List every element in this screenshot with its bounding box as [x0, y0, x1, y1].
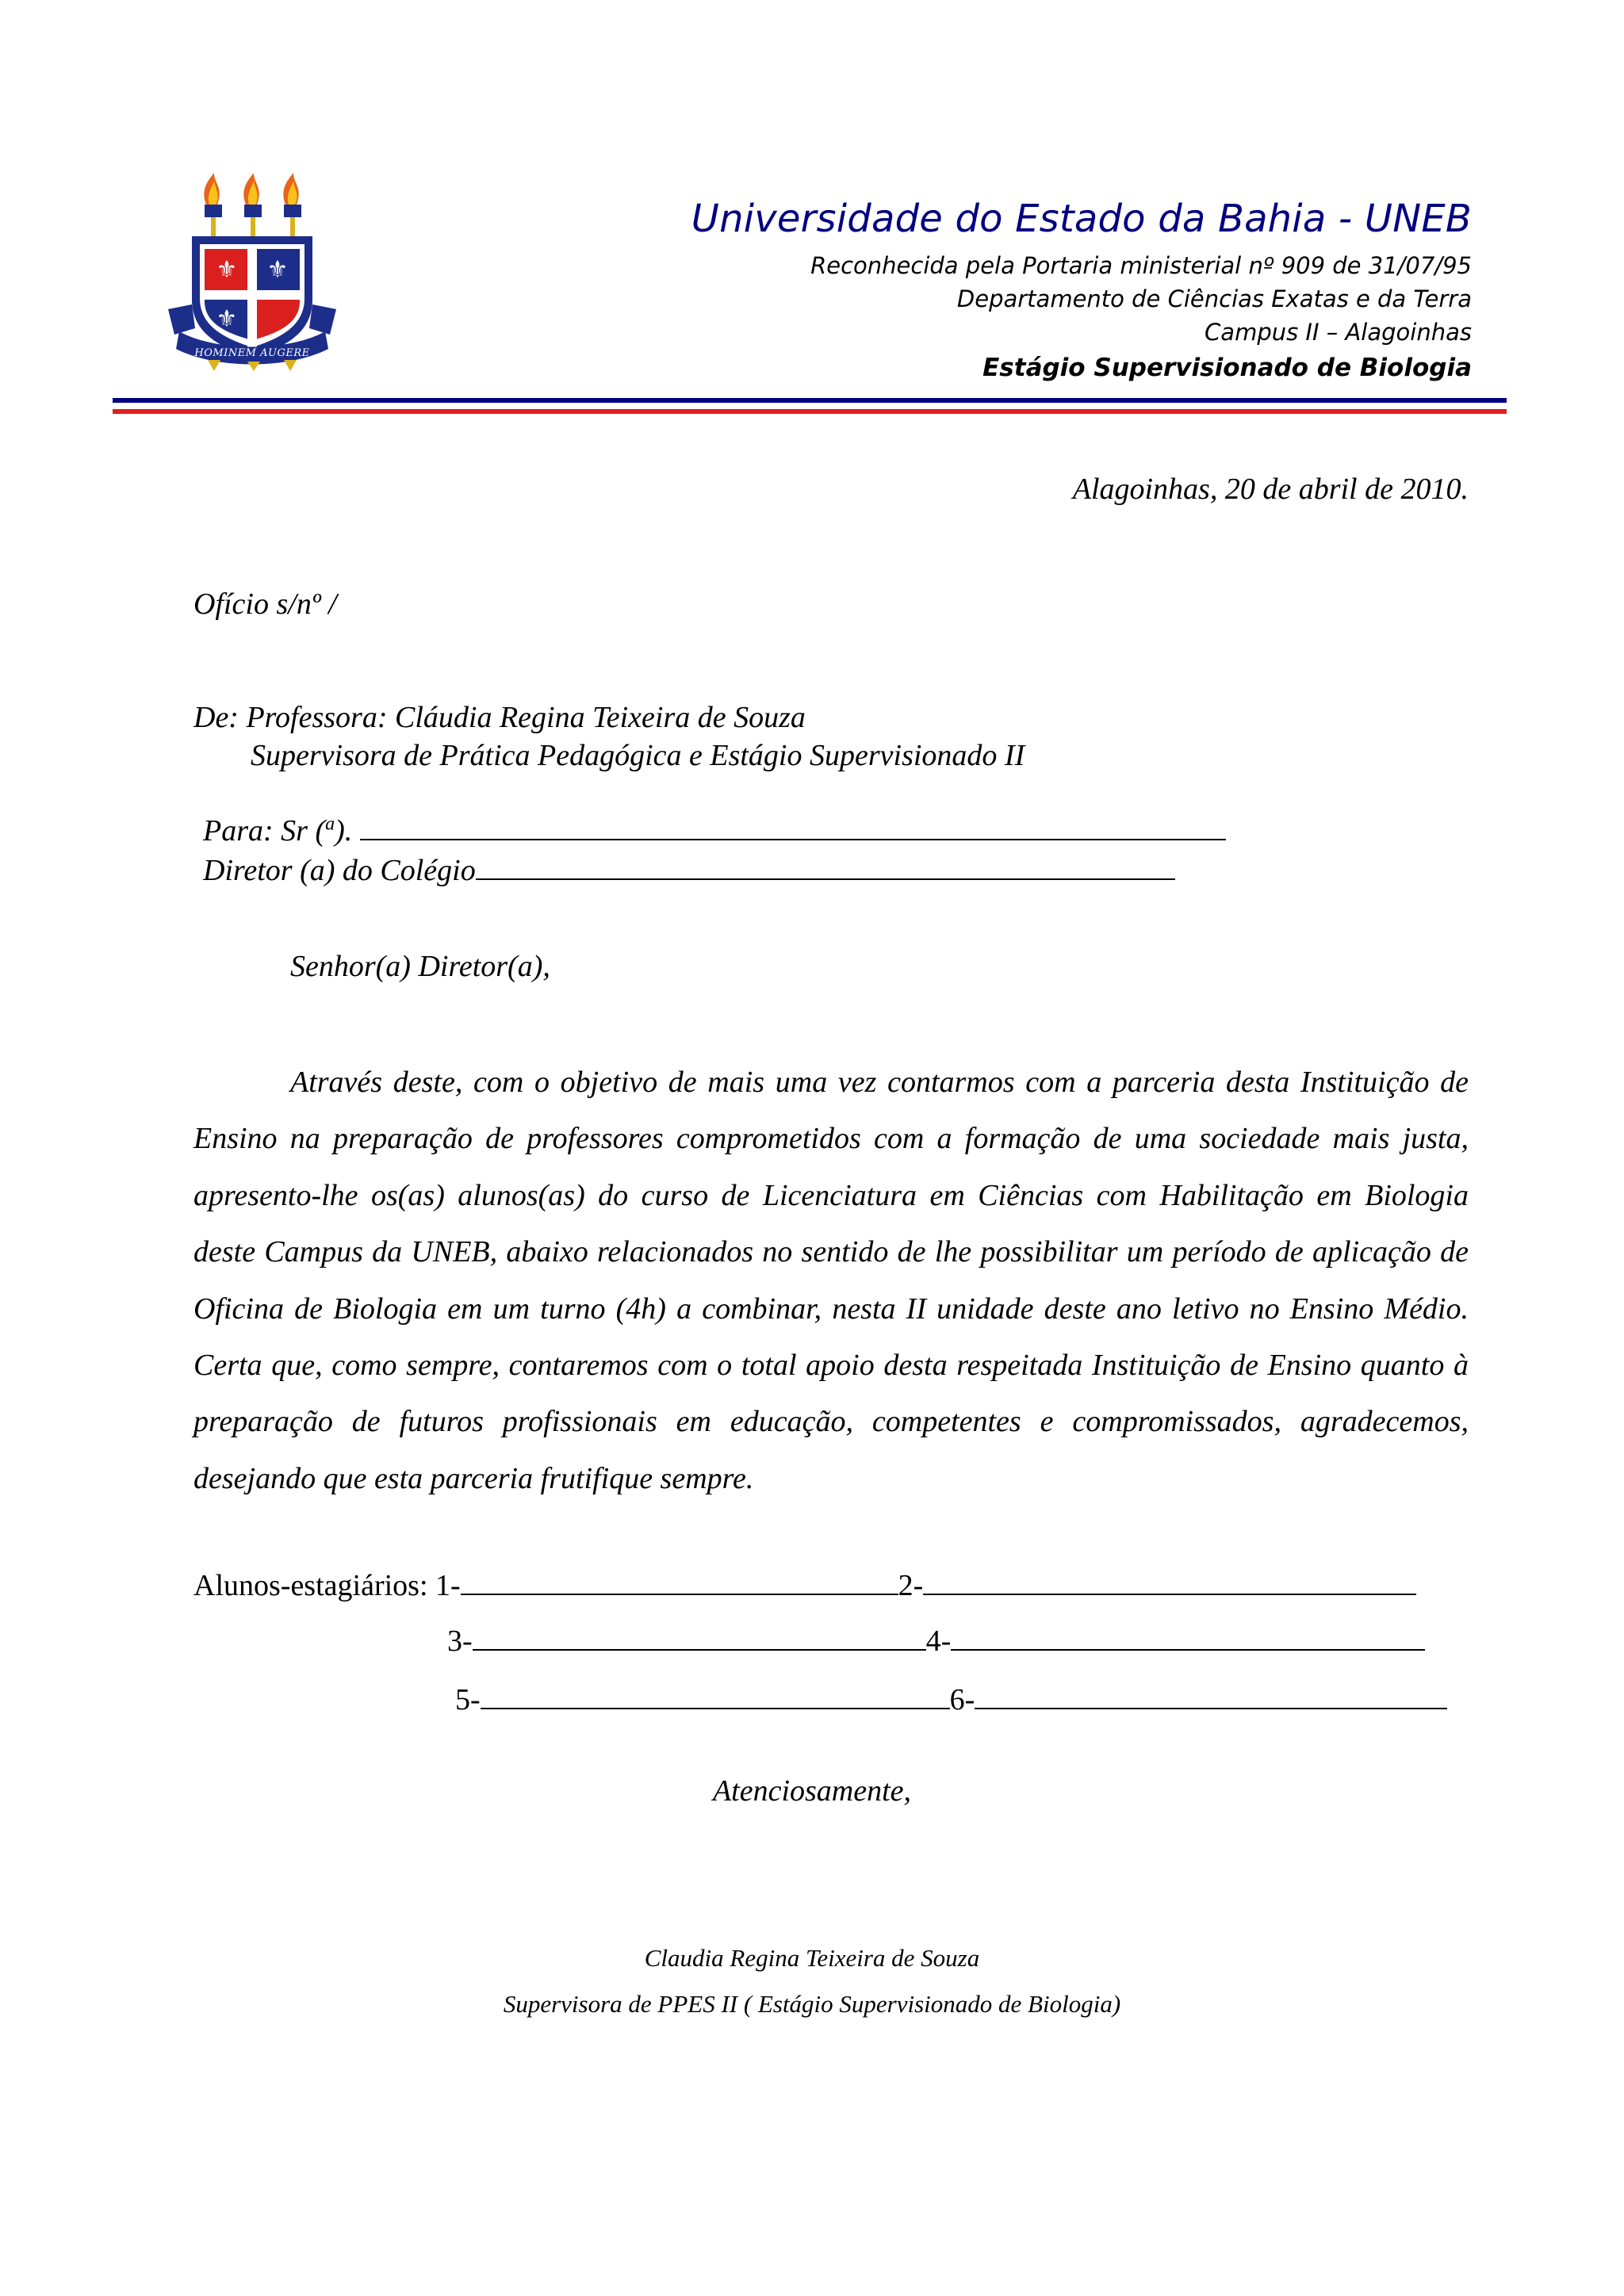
shield-icon	[192, 236, 312, 357]
slot-1-blank	[461, 1570, 898, 1595]
slot-6-blank	[975, 1684, 1447, 1709]
svg-text:⚜: ⚜	[216, 257, 238, 283]
slot-4-label: 4-	[925, 1624, 952, 1658]
slot-3-blank	[473, 1625, 926, 1651]
signature-role: Supervisora de PPES II ( Estágio Supervisionado de Biologia)	[503, 1990, 1121, 2018]
slot-5-label: 5-	[455, 1683, 481, 1716]
to-line	[203, 815, 1226, 846]
from-line: De: Professora: Cláudia Regina Teixeira de Souza	[193, 701, 806, 734]
school-name-blank	[476, 855, 1175, 880]
slot-3-label: 3-	[447, 1624, 473, 1658]
slot-6-label: 6-	[949, 1683, 975, 1716]
salutation: Senhor(a) Diretor(a),	[290, 950, 550, 983]
svg-text:HOMINEM AUGERE: HOMINEM AUGERE	[194, 347, 310, 359]
recognition-line: Reconhecida pela Portaria ministerial nº 909 de 31/07/95	[810, 252, 1472, 279]
to-label: Para: Sr (	[203, 814, 326, 848]
to-label-close: ).	[335, 814, 353, 848]
svg-text:⚜: ⚜	[266, 257, 289, 283]
header-rule-navy	[113, 398, 1507, 403]
letter-date: Alagoinhas, 20 de abril de 2010.	[1072, 473, 1469, 506]
university-title: Universidade do Estado da Bahia - UNEB	[691, 197, 1472, 241]
slot-1-label: 1-	[435, 1569, 461, 1602]
director-line	[203, 855, 1175, 886]
students-label: Alunos-estagiários:	[193, 1569, 428, 1602]
to-name-blank	[360, 815, 1226, 840]
students-row-1	[193, 1570, 1416, 1601]
svg-text:✝: ✝	[267, 306, 288, 332]
department-line: Departamento de Ciências Exatas e da Terra	[956, 285, 1472, 312]
signature-name: Claudia Regina Teixeira de Souza	[644, 1944, 980, 1972]
closing: Atenciosamente,	[712, 1774, 912, 1808]
to-label-superscript: a	[325, 813, 335, 835]
students-row-3	[455, 1684, 1447, 1715]
slot-2-label: 2-	[898, 1569, 924, 1602]
program-line: Estágio Supervisionado de Biologia	[982, 354, 1472, 382]
from-role-line: Supervisora de Prática Pedagógica e Estágio Supervisionado II	[251, 739, 1025, 772]
oficio-number: Ofício s/nº /	[193, 587, 337, 621]
letter-body-paragraph: Através deste, com o objetivo de mais uma vez contarmos com a parceria desta Instituição de Ensino na preparação de professores comprometidos com a formação de uma sociedade mais justa, apresento-lhe os(as) alunos(as) do curso de Licenciatura em Ciências com Habilitação em Biologia deste Campus da UNEB, abaixo relacionados no sentido de lhe possibilitar um período de aplicação de Oficina de Biologia em um turno (4h) a combinar, nesta II unidade deste ano letivo no Ensino Médio. Certa que, como sempre, contaremos com o total apoio desta respeitada Instituição de Ensino quanto à preparação de futuros profissionais em educação, competentes e compromissados, agradecemos, desejando que esta parceria frutifique sempre.	[193, 1066, 1469, 1495]
torch-flames-icon	[204, 173, 301, 241]
slot-4-blank	[951, 1625, 1425, 1651]
slot-2-blank	[923, 1570, 1416, 1595]
slot-5-blank	[481, 1684, 950, 1709]
students-row-2	[447, 1625, 1425, 1656]
header-rule-red	[113, 409, 1507, 414]
uneb-crest-logo	[168, 173, 336, 371]
director-label: Diretor (a) do Colégio	[203, 854, 476, 887]
campus-line: Campus II – Alagoinhas	[1205, 319, 1472, 346]
svg-text:⚜: ⚜	[216, 306, 238, 332]
